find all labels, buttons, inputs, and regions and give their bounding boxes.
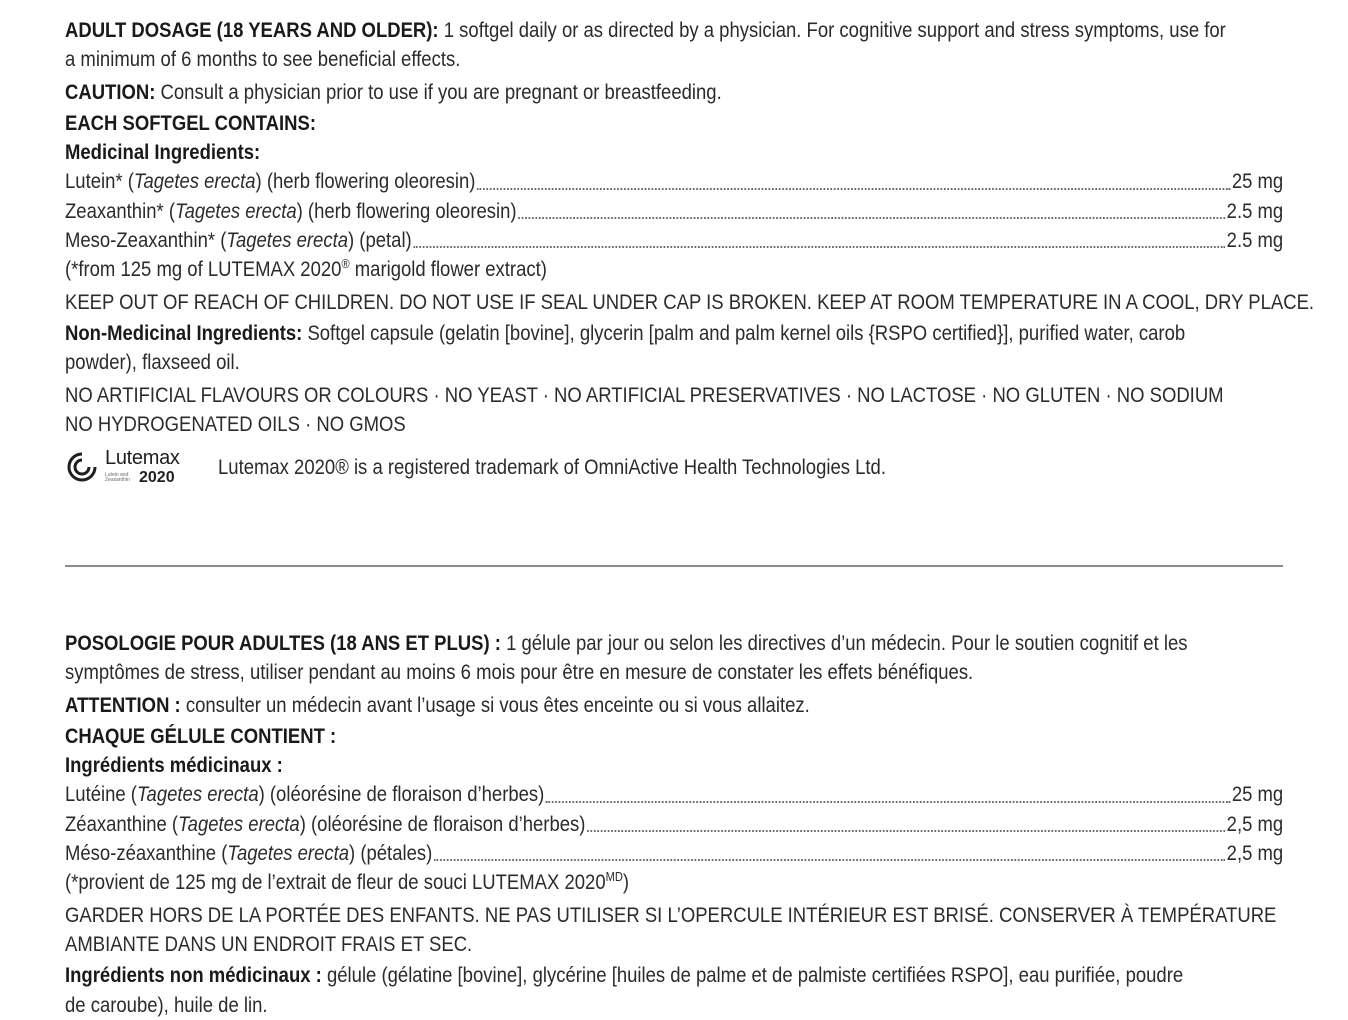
extract-source-note: (*from 125 mg of LUTEMAX 2020® marigold flower extract): [65, 256, 547, 282]
dosage-continuation: symptômes de stress, utiliser pendant au moins 6 mois pour être en mesure de constater les effets bénéfiques.: [65, 660, 974, 685]
free-from-claims-2: NO HYDROGENATED OILS · NO GMOS: [65, 411, 406, 436]
english-label-section: [65, 16, 1315, 487]
non-medicinal-text: Softgel capsule (gelatin [bovine], glycerin [palm and palm kernel oils {RSPO certified}], purified water, carob: [302, 320, 1186, 345]
non-medicinal-text: gélule (gélatine [bovine], glycérine [huiles de palme et de palmiste certifiées RSPO], eau purifiée, poudre: [321, 963, 1184, 988]
ingredient-latin-name: Tagetes erecta: [178, 811, 300, 836]
medicinal-ingredients-heading: Medicinal Ingredients:: [65, 140, 261, 165]
ingredient-part: ) (herb flowering oleoresin): [296, 198, 517, 223]
ingredient-name: Meso-Zeaxanthin* (: [65, 228, 227, 253]
lutemax-logo: [65, 448, 220, 486]
ingredient-row: [65, 197, 1283, 226]
adult-dosage-line: [65, 629, 1283, 658]
dot-leader: [434, 859, 1225, 861]
ingredient-name: Lutein* (: [65, 169, 134, 194]
ingredient-latin-name: Tagetes erecta: [174, 198, 297, 223]
section-divider: [65, 565, 1283, 567]
ingredient-name: Lutéine (: [65, 782, 137, 807]
medicinal-ingredients-heading: Ingrédients médicinaux :: [65, 753, 283, 778]
dot-leader: [413, 246, 1225, 248]
caution-label: ATTENTION :: [65, 692, 181, 717]
keep-out-warning: KEEP OUT OF REACH OF CHILDREN. DO NOT USE IF SEAL UNDER CAP IS BROKEN. KEEP AT ROOM TEMPERATURE IN A COOL, DRY PLACE.: [65, 289, 1315, 314]
ingredient-amount: 2.5 mg: [1226, 198, 1284, 223]
dosage-continuation: a minimum of 6 months to see beneficial effects.: [65, 47, 461, 72]
dosage-text: 1 softgel daily or as directed by a physician. For cognitive support and stress symptoms, use for: [438, 18, 1226, 42]
dosage-label: POSOLOGIE POUR ADULTES (18 ANS ET PLUS) :: [65, 631, 501, 655]
keep-out-warning: GARDER HORS DE LA PORTÉE DES ENFANTS. NE PAS UTILISER SI L’OPERCULE INTÉRIEUR EST BRISÉ. CONSERVER À TEMPÉRATURE: [65, 902, 1277, 927]
ingredient-latin-name: Tagetes erecta: [133, 169, 256, 194]
ingredient-latin-name: Tagetes erecta: [226, 228, 349, 253]
dot-leader: [587, 830, 1225, 832]
dot-leader: [546, 801, 1230, 803]
dosage-label: ADULT DOSAGE (18 YEARS AND OLDER):: [65, 18, 439, 42]
lutemax-swirl-icon: [65, 450, 99, 484]
ingredient-part: ) (oléorésine de floraison d’herbes): [299, 811, 586, 836]
ingredient-amount: 2.5 mg: [1226, 228, 1284, 253]
ingredient-amount: 2,5 mg: [1226, 811, 1284, 836]
caution-text: consulter un médecin avant l’usage si vous êtes enceinte ou si vous allaitez.: [180, 692, 810, 717]
trademark-row: [65, 447, 1283, 487]
ingredient-latin-name: Tagetes erecta: [136, 782, 259, 807]
non-medicinal-line: [65, 961, 1283, 990]
ingredient-name: Zéaxanthine (: [65, 811, 179, 836]
ingredient-latin-name: Tagetes erecta: [227, 841, 350, 866]
ingredient-part: ) (petal): [348, 228, 412, 253]
extract-source-note: (*provient de 125 mg de l’extrait de fleur de souci LUTEMAX $2020^{MD}$): [65, 869, 630, 895]
ingredient-part: ) (herb flowering oleoresin): [255, 169, 476, 194]
ingredient-part: ) (pétales): [349, 841, 433, 866]
ingredient-row: [65, 839, 1283, 868]
dosage-text: 1 gélule par jour ou selon les directives d’un médecin. Pour le soutien cognitif et les: [500, 631, 1188, 655]
logo-year: 2020: [139, 469, 175, 487]
ingredient-row: [65, 167, 1283, 196]
logo-tagline: Lutein and Zeaxanthin: [105, 471, 130, 484]
logo-wordmark: Lutemax: [105, 447, 180, 470]
caution-text: Consult a physician prior to use if you are pregnant or breastfeeding.: [155, 79, 722, 104]
ingredient-name: Zeaxanthin* (: [65, 198, 175, 223]
each-softgel-heading: EACH SOFTGEL CONTAINS:: [65, 110, 316, 135]
each-softgel-heading: CHAQUE GÉLULE CONTIENT :: [65, 723, 337, 748]
ingredient-row: [65, 810, 1283, 839]
adult-dosage-line: [65, 16, 1283, 45]
non-medicinal-label: Non-Medicinal Ingredients:: [65, 320, 303, 345]
ingredient-row: [65, 780, 1283, 809]
ingredient-name: Méso-zéaxanthine (: [65, 841, 228, 866]
free-from-claims: NO ARTIFICIAL FLAVOURS OR COLOURS · NO YEAST · NO ARTIFICIAL PRESERVATIVES · NO LACTOSE · NO GLUTEN · NO SODIUM: [65, 382, 1224, 407]
ingredient-part: ) (oléorésine de floraison d’herbes): [258, 782, 545, 807]
keep-out-warning-2: AMBIANTE DANS UN ENDROIT FRAIS ET SEC.: [65, 931, 473, 956]
non-medicinal-continuation: powder), flaxseed oil.: [65, 350, 240, 375]
ingredient-amount: 25 mg: [1231, 782, 1284, 807]
dot-leader: [477, 188, 1230, 190]
caution-line: [65, 691, 1283, 720]
ingredient-row: [65, 226, 1283, 255]
dot-leader: [518, 217, 1225, 219]
ingredient-amount: 25 mg: [1231, 169, 1284, 194]
non-medicinal-continuation: de caroube), huile de lin.: [65, 992, 268, 1017]
non-medicinal-label: Ingrédients non médicinaux :: [65, 963, 322, 988]
trademark-note: Lutemax 2020® is a registered trademark of OmniActive Health Technologies Ltd.: [218, 454, 886, 479]
caution-line: [65, 78, 1283, 107]
ingredient-amount: 2,5 mg: [1226, 841, 1284, 866]
non-medicinal-line: [65, 319, 1283, 348]
french-label-section: [65, 629, 1283, 1020]
caution-label: CAUTION:: [65, 79, 156, 104]
